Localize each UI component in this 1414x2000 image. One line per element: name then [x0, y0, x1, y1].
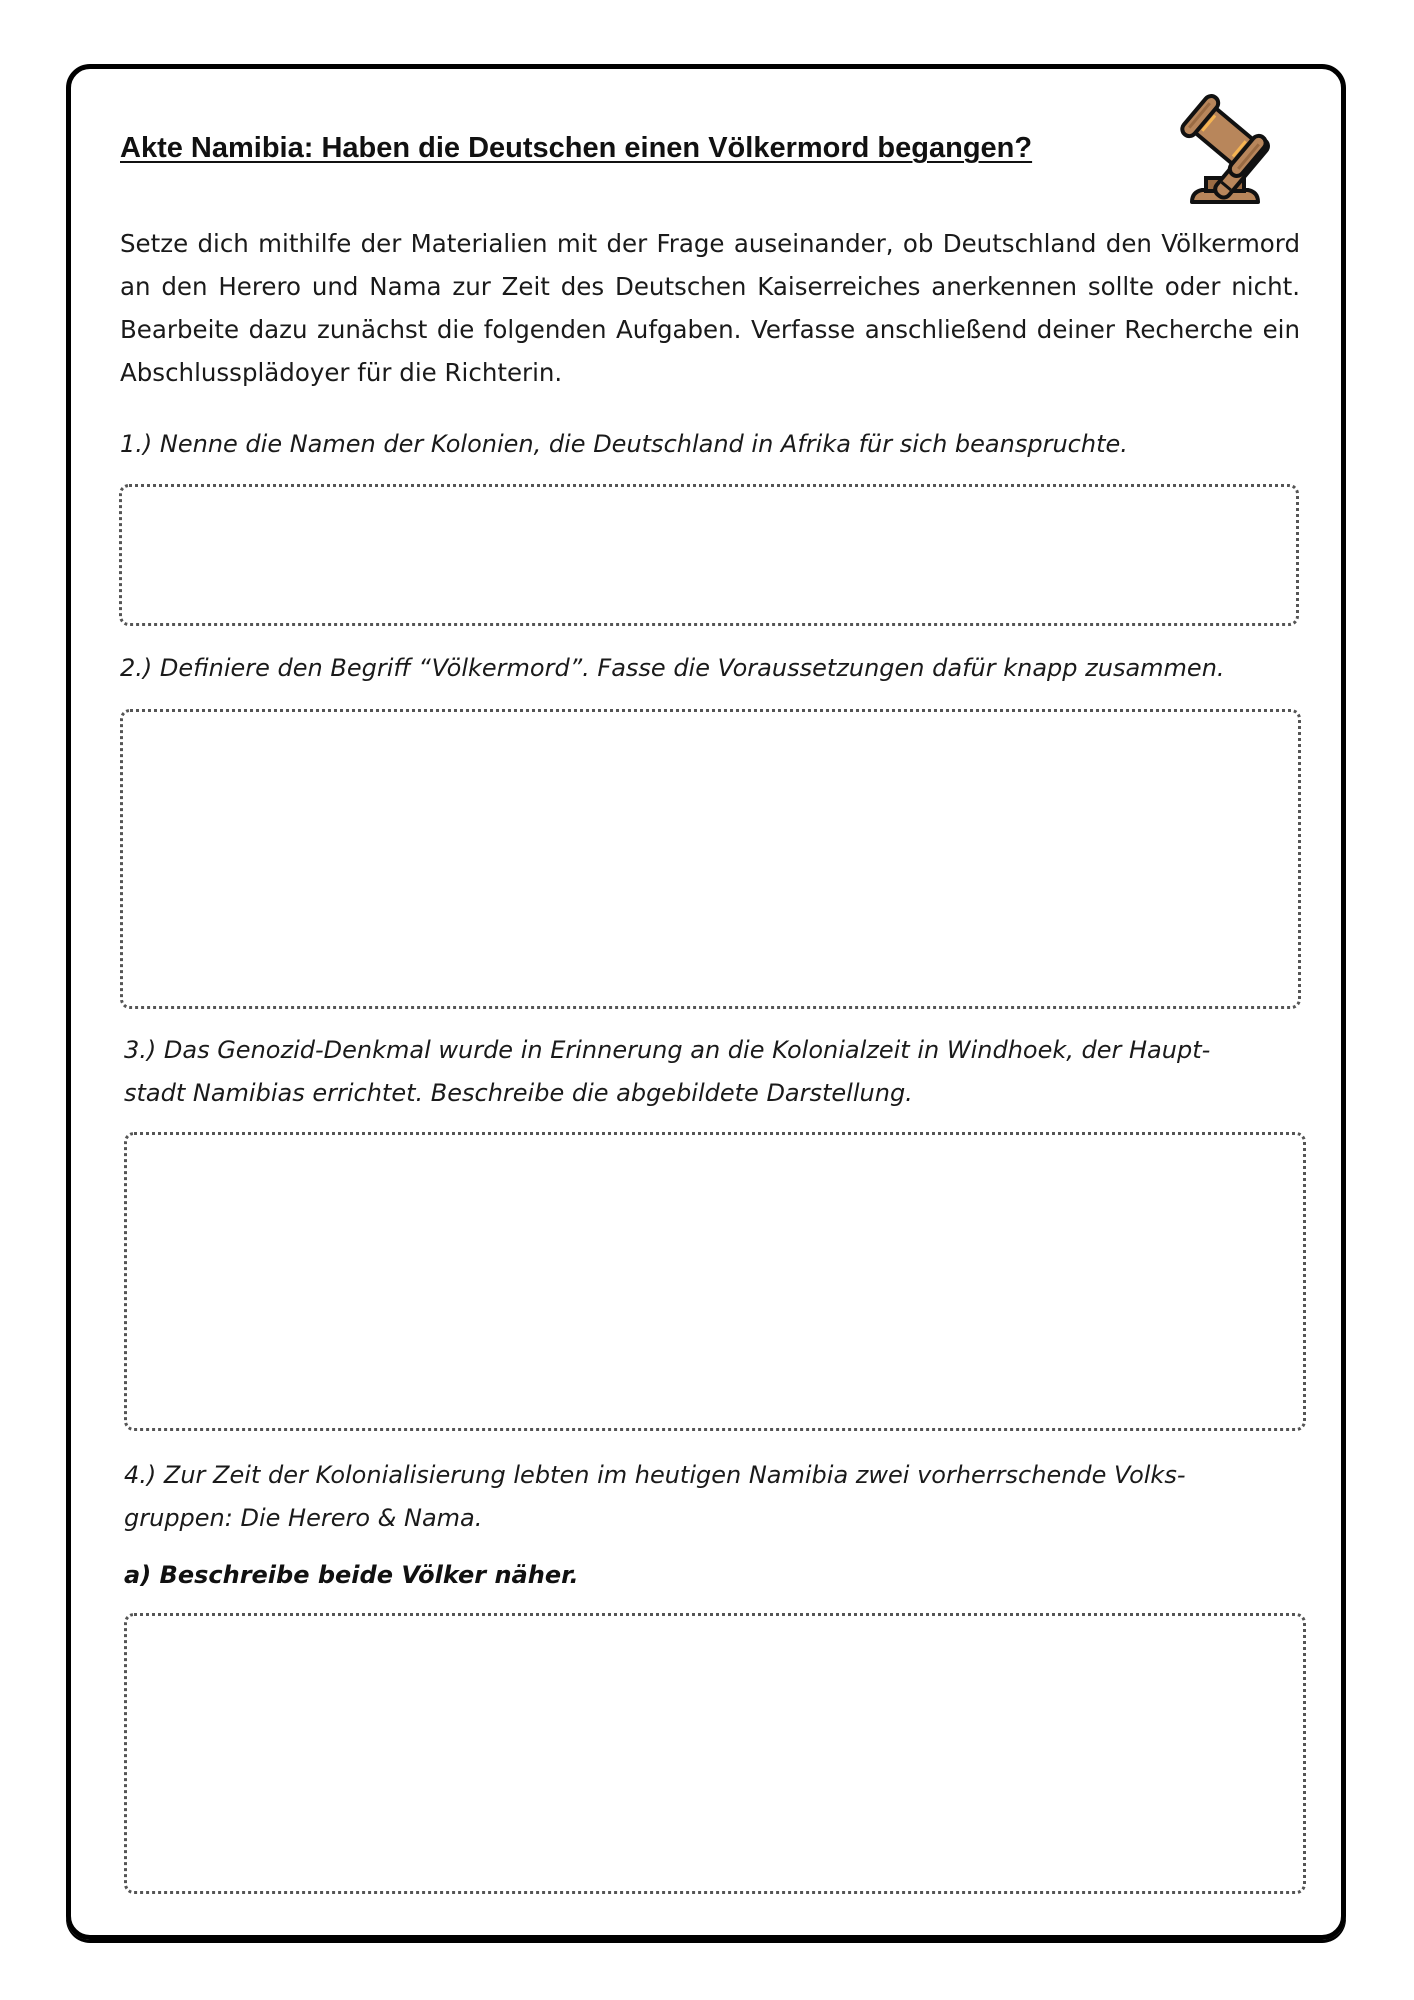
task-2-answer-box[interactable]	[120, 709, 1301, 1009]
task-4-prompt-line2: gruppen: Die Herero & Nama.	[124, 1504, 483, 1532]
task-3-answer-box[interactable]	[124, 1132, 1306, 1431]
task-4a-answer-box[interactable]	[124, 1613, 1306, 1894]
gavel-icon	[1168, 90, 1302, 214]
task-1-answer-box[interactable]	[119, 484, 1299, 626]
worksheet-title: Akte Namibia: Haben die Deutschen einen Völkermord begangen?	[120, 132, 1033, 164]
task-4a-prompt: a) Beschreibe beide Völker näher.	[124, 1561, 579, 1589]
task-2-prompt: 2.) Definiere den Begriff “Völkermord”. Fasse die Voraussetzungen dafür knapp zusammen.	[120, 654, 1225, 682]
task-3-prompt-line2: stadt Namibias errichtet. Beschreibe die abgebildete Darstellung.	[124, 1079, 913, 1107]
task-3-prompt-line1: 3.) Das Genozid-Denkmal wurde in Erinnerung an die Kolonialzeit in Windhoek, der Haupt-	[124, 1036, 1211, 1064]
intro-paragraph: Setze dich mithilfe der Materialien mit der Frage auseinander, ob Deutschland den Völkermord an den Herero und Nama zur Zeit des Deutschen Kaiserreiches anerkennen sollte oder nicht. Bearbeite dazu zunächst die folgenden Aufgaben. Verfasse anschließend deiner Recherche ein Abschlussplädoyer für die Richterin.	[120, 229, 1300, 387]
task-1-prompt: 1.) Nenne die Namen der Kolonien, die Deutschland in Afrika für sich beanspruchte.	[120, 430, 1128, 458]
task-4-prompt-line1: 4.) Zur Zeit der Kolonialisierung lebten im heutigen Namibia zwei vorherrschende Volks-	[124, 1461, 1186, 1489]
